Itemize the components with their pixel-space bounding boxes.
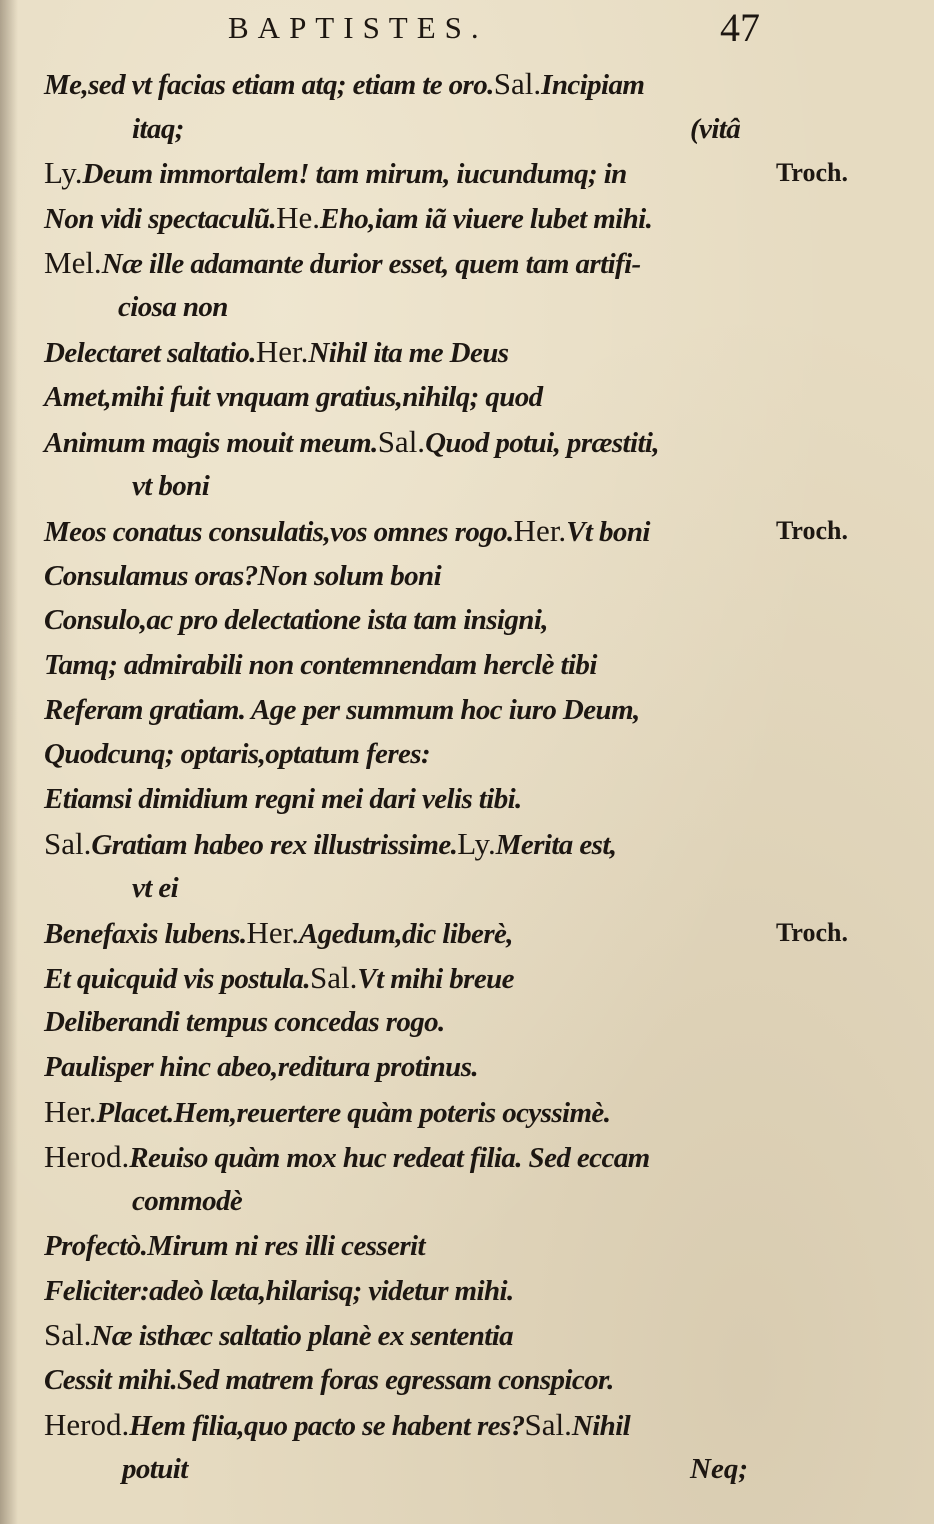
speaker-label: Her. (513, 512, 567, 548)
speaker-label: Her. (255, 334, 309, 370)
verse-line (0, 196, 934, 241)
page-number: 47 (720, 5, 760, 50)
verse-line (0, 241, 934, 286)
speaker-label: Herod. (44, 1406, 130, 1442)
verse-text: Deum immortalem! tam mirum, iucundumq; in (82, 158, 627, 191)
verse-text: Delectaret saltatio. (44, 337, 256, 370)
margin-note: Troch. (776, 918, 848, 948)
verse-text: Feliciter:adeò læta,hilarisq; videtur mihi. (44, 1274, 514, 1307)
speaker-label: Sal. (493, 66, 542, 101)
verse-text: Non vidi spectaculũ. (44, 203, 277, 236)
verse-text: Nihil (571, 1409, 631, 1442)
speaker-label: Her. (44, 1093, 97, 1129)
running-header (228, 4, 788, 54)
verse-text: itaq; (132, 112, 184, 145)
verse-line (0, 866, 934, 911)
margin-note: Troch. (776, 158, 848, 188)
verse-line (0, 330, 934, 375)
verse-text: Vt mihi breue (357, 962, 514, 995)
verse-line (0, 1135, 934, 1180)
verse-text: Referam gratiam. Age per summum hoc iuro Deum, (44, 693, 640, 726)
verse-text: vt boni (132, 470, 210, 503)
verse-text: Incipiam (541, 69, 645, 101)
verse-line (0, 822, 934, 867)
verse-line (0, 1045, 934, 1090)
verse-text: Gratiam habeo rex illustrissime. (91, 828, 458, 861)
speaker-label: Her. (246, 915, 300, 951)
verse-text: Etiamsi dimidium regni mei dari velis tibi. (44, 783, 522, 815)
verse-line (0, 956, 934, 1001)
verse-line (0, 1269, 934, 1314)
verse-line (0, 1000, 934, 1045)
verse-line (0, 1179, 934, 1224)
verse-text: Quod potui, præstiti, (425, 426, 660, 459)
verse-text: Me,sed vt facias etiam atq; etiam te oro. (44, 69, 494, 101)
verse-text: ciosa non (118, 291, 228, 324)
verse-line (0, 375, 934, 420)
verse-text: Reuiso quàm mox huc redeat filia. Sed eccam (129, 1141, 650, 1174)
verse-text: Placet.Hem,reuertere quàm poteris ocyssimè. (96, 1096, 611, 1129)
verse-line (0, 464, 934, 509)
verse-text: Cessit mihi.Sed matrem foras egressam conspicor. (44, 1363, 614, 1396)
verse-line (0, 151, 934, 196)
speaker-label: Sal. (44, 1317, 92, 1353)
verse-text: Animum magis mouit meum. (44, 426, 378, 459)
verse-text: vt ei (132, 872, 179, 905)
verse-line (0, 62, 934, 107)
verse-line (0, 509, 934, 554)
speaker-label: He. (276, 200, 320, 236)
verse-text: Nihil ita me Deus (308, 337, 509, 370)
catchword: Neq; (690, 1453, 748, 1486)
verse-text: Meos conatus consulatis,vos omnes rogo. (44, 515, 514, 548)
verse-text: Consulamus oras?Non solum boni (44, 559, 442, 592)
margin-note: Troch. (776, 515, 848, 545)
verse-line (0, 598, 934, 643)
speaker-label: Ly. (44, 155, 83, 191)
verse-text-block (0, 62, 934, 1492)
verse-line (0, 1090, 934, 1135)
verse-line (0, 1447, 934, 1492)
verse-text: Paulisper hinc abeo,reditura protinus. (44, 1051, 479, 1084)
verse-text: Consulo,ac pro delectatione ista tam insigni, (44, 604, 548, 637)
verse-text: Agedum,dic liberè, (299, 918, 513, 951)
verse-line (0, 420, 934, 465)
verse-text: Amet,mihi fuit vnquam gratius,nihilq; quod (44, 380, 543, 413)
verse-text: Næ ille adamante durior esset, quem tam artifi- (101, 247, 641, 280)
verse-line (0, 1358, 934, 1403)
verse-line (0, 554, 934, 599)
verse-line (0, 732, 934, 777)
running-title: BAPTISTES. (228, 10, 488, 45)
speaker-label: Sal. (524, 1406, 572, 1442)
speaker-label: Sal. (377, 423, 426, 459)
speaker-label: Herod. (44, 1138, 130, 1174)
verse-text: Næ isthæc saltatio planè ex sententia (91, 1320, 514, 1353)
verse-text: Vt boni (566, 515, 650, 548)
verse-line (0, 1224, 934, 1269)
speaker-label: Sal. (44, 825, 92, 861)
speaker-label: Ly. (457, 825, 496, 861)
verse-text: Hem filia,quo pacto se habent res? (129, 1409, 525, 1442)
verse-text: Merita est, (495, 828, 617, 861)
speaker-label: Sal. (310, 959, 358, 995)
verse-line (0, 1313, 934, 1358)
verse-text: Profectò.Mirum ni res illi cesserit (44, 1229, 425, 1262)
verse-line (0, 643, 934, 688)
verse-text: Eho,iam iã viuere lubet mihi. (320, 203, 653, 236)
verse-turnover: (vitâ (690, 112, 741, 145)
verse-line (0, 1403, 934, 1448)
verse-line (0, 688, 934, 733)
verse-text: Tamq; admirabili non contemnendam herclè tibi (44, 648, 597, 681)
verse-line (0, 911, 934, 956)
verse-line (0, 777, 934, 822)
verse-text: Et quicquid vis postula. (44, 962, 310, 995)
verse-text: Quodcunq; optaris,optatum feres: (44, 738, 431, 771)
verse-line (0, 285, 934, 330)
verse-line (0, 107, 934, 152)
speaker-label: Mel. (44, 244, 102, 280)
verse-text: commodè (132, 1185, 243, 1218)
verse-text: Benefaxis lubens. (44, 918, 247, 951)
verse-text: potuit (122, 1453, 188, 1486)
verse-text: Deliberandi tempus concedas rogo. (44, 1006, 445, 1039)
